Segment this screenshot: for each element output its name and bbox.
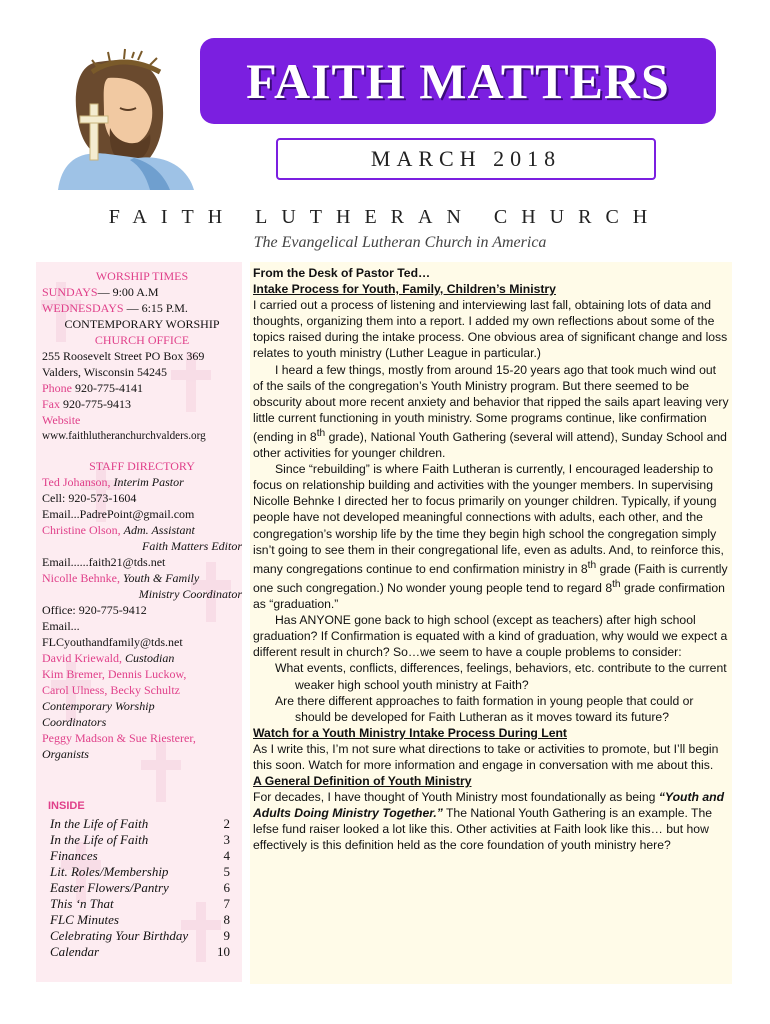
- staff-nicolle-email[interactable]: FLCyouthandfamily@tds.net: [42, 635, 183, 649]
- staff-nicolle-role: Youth & Family: [122, 571, 200, 585]
- table-of-contents: [42, 816, 242, 960]
- toc-item: [50, 928, 230, 944]
- p3-superscript-1: th: [587, 559, 597, 571]
- toc-item: [50, 912, 230, 928]
- article-paragraph-2: [253, 362, 729, 462]
- toc-item-label: Finances: [50, 848, 98, 863]
- toc-item: [50, 880, 230, 896]
- masthead-banner: [200, 38, 716, 124]
- sidebar-content: [42, 268, 242, 960]
- toc-item: [50, 832, 230, 848]
- inside-heading: INSIDE: [48, 800, 85, 812]
- staff-nicolle-office: Office: 920-775-9412: [42, 603, 147, 617]
- staff-nicolle: [42, 570, 242, 586]
- p2-superscript: th: [316, 427, 326, 439]
- toc-item: [50, 944, 230, 960]
- phone-label: Phone: [42, 381, 72, 395]
- p3-part-b: grade (Faith is currently one such congregation.) No wonder young people tend to regard 8: [253, 561, 728, 595]
- staff-christine-role2: Faith Matters Editor: [142, 539, 242, 553]
- staff-david: [42, 650, 242, 666]
- article-paragraph-1: I carried out a process of listening and interviewing last fall, obtaining lots of data and thoughts, organizing them into a report. I added my own reflections about some of the topics raised during the intake process. One obvious area of significant change and loss relates to youth ministry (Luther League in particular.): [253, 298, 728, 361]
- article-heading-lent: Watch for a Youth Ministry Intake Process During Lent: [253, 725, 567, 740]
- church-name: FAITH LUTHERAN CHURCH: [108, 206, 662, 228]
- fax-number: 920-775-9413: [60, 397, 131, 411]
- toc-item-label: This ‘n That: [50, 896, 114, 911]
- toc-item-label: FLC Minutes: [50, 912, 119, 927]
- toc-item-label: Celebrating Your Birthday: [50, 928, 189, 943]
- toc-item: [50, 816, 230, 832]
- toc-item-page: 4: [223, 848, 230, 863]
- phone-number: 920-775-4141: [72, 381, 143, 395]
- article-question-1: What events, conflicts, differences, feelings, behaviors, etc. contribute to the current weaker high school youth ministry at Faith?: [275, 661, 727, 692]
- article-question-2: Are there different approaches to faith formation in young people that could or should be developed for Faith Lutheran as it moves toward its future?: [275, 693, 694, 724]
- toc-item-label: In the Life of Faith: [50, 832, 149, 847]
- staff-directory-heading: STAFF DIRECTORY: [89, 459, 195, 473]
- toc-item-page: 2: [223, 816, 230, 831]
- sundays-line: [42, 284, 242, 300]
- toc-item-label: Easter Flowers/Pantry: [50, 880, 169, 895]
- wednesdays-label: WEDNESDAYS: [42, 301, 124, 315]
- staff-christine-role: Adm. Assistant: [123, 523, 195, 537]
- p2-part-a: I heard a few things, mostly from around 15-20 years ago that took much wind out of the sails of the congregation’s Youth Ministry program. But there seemed to be obscurity about more recent anxiety and behavior that ripped the sails apart leaving very little current functioning in youth ministry. Some programs continue, like confirmation (ending in 8: [253, 362, 729, 444]
- article-byline: From the Desk of Pastor Ted…: [253, 266, 431, 280]
- organists-names: Peggy Madson & Sue Riesterer,: [42, 731, 196, 745]
- fax-label: Fax: [42, 397, 60, 411]
- wednesdays-line: [42, 300, 242, 316]
- toc-item-label: Lit. Roles/Membership: [50, 864, 169, 879]
- p3-part-c: grade confirmation as “graduation.”: [253, 580, 725, 612]
- sundays-time: — 9:00 A.M: [97, 285, 159, 299]
- article-heading-definition: A General Definition of Youth Ministry: [253, 774, 472, 789]
- article-paragraph-4: Has ANYONE gone back to high school (except as teachers) after high school graduation? If Confirmation is equated with a kind of graduation, why would we expect a different result in church? So…we seem to have a couple problems to consider:: [253, 613, 728, 660]
- coordinator-names-1: Kim Bremer, Dennis Luckow,: [42, 667, 187, 681]
- toc-item: [50, 848, 230, 864]
- article-heading-intake: Intake Process for Youth, Family, Children’s Ministry: [253, 282, 556, 297]
- toc-item-page: 8: [223, 912, 230, 927]
- website-link[interactable]: www.faithlutheranchurchvalders.org: [42, 430, 206, 442]
- p2-part-b: grade), National Youth Gathering (several will attend), Sunday School and other activities for younger children.: [253, 430, 727, 461]
- wednesdays-time: — 6:15 P.M.: [123, 301, 188, 315]
- p6-part-b: The National Youth Gathering is an example. The lefse fund raiser looked a lot like this. Other activities at Faith look like this… but how effectively is this definition held as the core foundation of youth ministry here?: [253, 806, 713, 853]
- staff-ted-email[interactable]: Email...PadrePoint@gmail.com: [42, 507, 195, 521]
- issue-date: MARCH 2018: [370, 146, 562, 171]
- staff-david-role: Custodian: [124, 651, 175, 665]
- p3-superscript-2: th: [612, 578, 621, 590]
- toc-item-page: 5: [223, 864, 230, 879]
- church-office-heading: CHURCH OFFICE: [94, 333, 190, 347]
- staff-christine-name: Christine Olson,: [42, 523, 124, 537]
- coordinator-role-1: Contemporary Worship: [42, 699, 155, 713]
- coordinator-names-2: Carol Ulness, Becky Schultz: [42, 683, 180, 697]
- staff-nicolle-role2: Ministry Coordinator: [138, 587, 242, 601]
- staff-ted-name: Ted Johanson,: [42, 475, 114, 489]
- toc-item-page: 6: [223, 880, 230, 895]
- church-affiliation: The Evangelical Lutheran Church in America: [253, 234, 547, 251]
- toc-item: [50, 896, 230, 912]
- worship-times-heading: WORSHIP TIMES: [95, 269, 189, 283]
- staff-ted-cell: Cell: 920-573-1604: [42, 491, 137, 505]
- newsletter-title: FAITH MATTERS: [246, 53, 670, 109]
- contemporary-worship: CONTEMPORARY WORSHIP: [64, 317, 220, 331]
- issue-date-box: [276, 138, 656, 180]
- article-paragraph-6: [253, 789, 729, 853]
- toc-item-page: 3: [223, 832, 230, 847]
- toc-item: [50, 864, 230, 880]
- phone-line: [42, 380, 242, 396]
- p6-part-a: For decades, I have thought of Youth Ministry most foundationally as being: [253, 790, 659, 805]
- p6-quote: “Youth and Adults Doing Ministry Together.”: [253, 790, 725, 821]
- staff-christine-email[interactable]: Email......faith21@tds.net: [42, 555, 166, 569]
- staff-david-name: David Kriewald,: [42, 651, 125, 665]
- pastor-article: [253, 265, 729, 854]
- jesus-crown-of-thorns-illustration: [38, 42, 198, 190]
- toc-item-page: 10: [217, 944, 230, 959]
- article-paragraph-5: As I write this, I’m not sure what directions to take or activities to promote, but I’ll begin this soon. Watch for more information and engage in conversation with me about this.: [253, 741, 719, 772]
- website-label: Website: [42, 413, 81, 427]
- staff-ted: [42, 474, 242, 490]
- staff-christine: [42, 522, 242, 538]
- address-line-2: Valders, Wisconsin 54245: [42, 365, 167, 379]
- sundays-label: SUNDAYS: [42, 285, 98, 299]
- article-paragraph-3: [253, 461, 729, 612]
- organists-role: Organists: [42, 747, 89, 761]
- toc-item-page: 9: [223, 928, 230, 943]
- staff-nicolle-name: Nicolle Behnke,: [42, 571, 123, 585]
- toc-item-page: 7: [223, 896, 230, 911]
- address-line-1: 255 Roosevelt Street PO Box 369: [42, 349, 205, 363]
- fax-line: [42, 396, 242, 412]
- staff-ted-role: Interim Pastor: [113, 475, 184, 489]
- staff-nicolle-email-label: Email...: [42, 619, 80, 633]
- toc-item-label: In the Life of Faith: [50, 816, 149, 831]
- coordinator-role-2: Coordinators: [42, 715, 107, 729]
- p3-part-a: Since “rebuilding” is where Faith Lutheran is currently, I encouraged leadership to focus on relationship building and activities with the younger members. In supervising Nicolle Behnke I directed her to focus primarily on younger children. Typically, if young people have not developed meaningful connections with adults, each other, and the congregation’s worship life by the time they begin high school the congregation simply isn’t going to see them in their congregational life, even as adults. And, to reinforce this, many congregations continue to end confirmation ministry in 8: [253, 462, 724, 576]
- toc-item-label: Calendar: [50, 944, 100, 959]
